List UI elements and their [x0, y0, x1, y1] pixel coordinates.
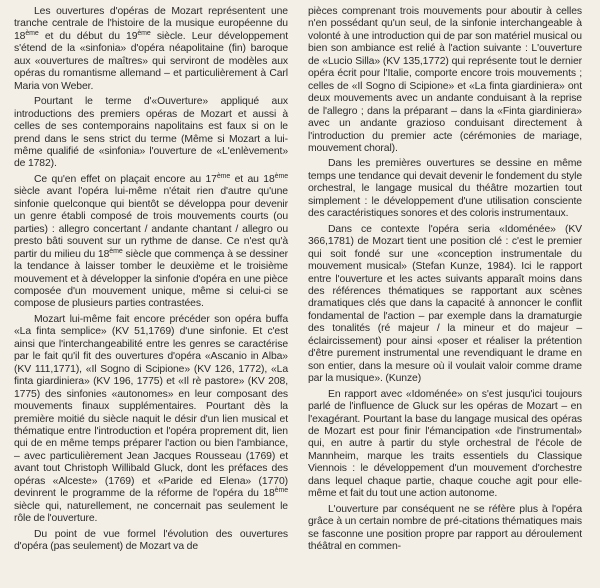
- right-column: [308, 6, 582, 588]
- paragraph: Du point de vue formel l'évolution des ouvertures d'opéra (pas seulement) de Mozart va de: [14, 528, 288, 553]
- paragraph: En rapport avec «Idoménée» on s'est jusqu'ici toujours parlé de l'influence de Gluck sur les opéras de Mozart – en l'exagérant. Pourtant la base du langage musical des opéras de Mozart est pour finir l'émancipation «de l'instrumental» qui, en autre à partir du style orchestral de l'école de Mannheim, marque les traits essentiels du Classique Viennois : le développement d'un mouvement d'orchestre dans lequel chaque partie, chaque couche agit pour elle-même et fait du tout une action autonome.: [308, 388, 582, 500]
- left-column: [14, 6, 288, 588]
- paragraph: Les ouvertures d'opéras de Mozart représentent une tranche centrale de l'histoire de la musique européenne du 18ème et du début du 19ème siècle. Leur développement s'étend de la «sinfonia» d'opéra néapolitaine (fin) baroque aux «ouvertures de maîtres» qui serviront de modèles aux opéras du romantisme allemand – et particulièrement à Carl Maria von Weber.: [14, 6, 288, 92]
- paragraph: Mozart lui-même fait encore précéder son opéra buffa «La finta semplice» (KV 51,1769) d'une sinfonie. Et c'est ainsi que l'interchangeabilité entre les genres se caractérise par le fait qu'il fit des ouvertures d'opéra «Ascanio in Alba» (KV 111,1771), «Il Sogno di Scipione» (KV 126, 1772), «La finta giardiniera» (KV 196, 1775) et «Il rè pastore» (KV 208, 1775) des sinfonies «autonomes» en leur composant des mouvements finaux supplémentaires. Pourtant dès la première moitié du siècle naquit le désir d'un lien musical et thématique entre l'introduction et l'opéra proprement dit, lien qui de en même temps préparer l'action ou bien l'ambiance, – avec particulièrement Jean Jacques Rousseau (1769) et avant tout Christoph Willibald Gluck, dont les préfaces des opéras «Alceste» (1769) et «Paride ed Elena» (1770) devinrent le programme de la réforme de l'opéra du 18ème siècle qui, naturellement, ne concernait pas seulement le rôle de l'ouverture.: [14, 313, 288, 525]
- paragraph: Ce qu'en effet on plaçait encore au 17ème et au 18ème siècle avant l'opéra lui-même n'était rien d'autre qu'une sinfonie quelconque qui bientôt se développa pour devenir un genre établi composé de trois mouvements courts (ou parties) : allegro concertant / andante chantant / allegro ou presto bâti souvent sur un rythme de danse. Ce n'est qu'à partir du milieu du 18ème siècle que commença à se dessiner la tendance à laisser tomber le deuxième et le troisième mouvement et à développer la sinfonie d'opéra en une pièce composée d'un mouvement unique, même si celui-ci se compose de plusieurs parties contrastées.: [14, 172, 288, 310]
- paragraph: Dans ce contexte l'opéra seria «Idoménée» (KV 366,1781) de Mozart tient une position clé : c'est le premier qui soit fondé sur une «conception instrumentale du mouvement musical» (Stefan Kunze, 1984). Ici le rapport entre l'ouverture et les actes suivants apparaît moins dans des références thématiques se rapportant aux scènes dramatiques clés que dans la capacité à annoncer le conflit fondamental de l'action – par exemple dans la dramaturgie des tonalités (ré majeur / la mineur et do majeur – éclaircissement) pour ainsi «poser et réaliser la prétention d'être purement instrumental une revendiquant le drame en son entier, dans la mesure où il voulait valoir comme drame par la musique». (Kunze): [308, 223, 582, 385]
- paragraph: pièces comprenant trois mouvements pour aboutir à celles n'en possédant qu'un seul, de la sinfonie interchangeable à volonté à une introduction qui de par son matériel musical ou bien son ambiance est relié à l'action suivante : L'ouverture de «Lucio Silla» (KV 135,1772) qui représente tout le dernier opéra écrit pour l'Italie, comporte encore trois mouvements ; celles de «Il Sogno di Scipione» et «La finta giardiniera» ont deux mouvements avec un andante conduisant à la reprise de l'allegro ; dans la préparant – dans la «Finta giardiniera» avec un andante grazioso conduisant directement à l'introduction du premier acte (cérémonies de mariage, mouvement choral).: [308, 6, 582, 154]
- paragraph: Pourtant le terme d'«Ouverture» appliqué aux introductions des premiers opéras de Mozart et aussi à celles de ses contemporains napolitains est faux si on le prend dans le sens strict du terme (Même si Mozart a lui-même qualifié de «sinfonia» l'ouverture de «L'enlèvement» de 1782).: [14, 96, 288, 170]
- paragraph: Dans les premières ouvertures se dessine en même temps une tendance qui devait devenir le fondement du style orchestral, le langage musical du théâtre mozartien tout simplement : le développement d'une utilisation consciente des caractéristiques sonores et des coloris instrumentaux.: [308, 158, 582, 220]
- paragraph: L'ouverture par conséquent ne se réfère plus à l'opéra grâce à un certain nombre de pré-citations thématiques mais se fasconne une position propre par rapport au déroulement théâtral en commen-: [308, 503, 582, 553]
